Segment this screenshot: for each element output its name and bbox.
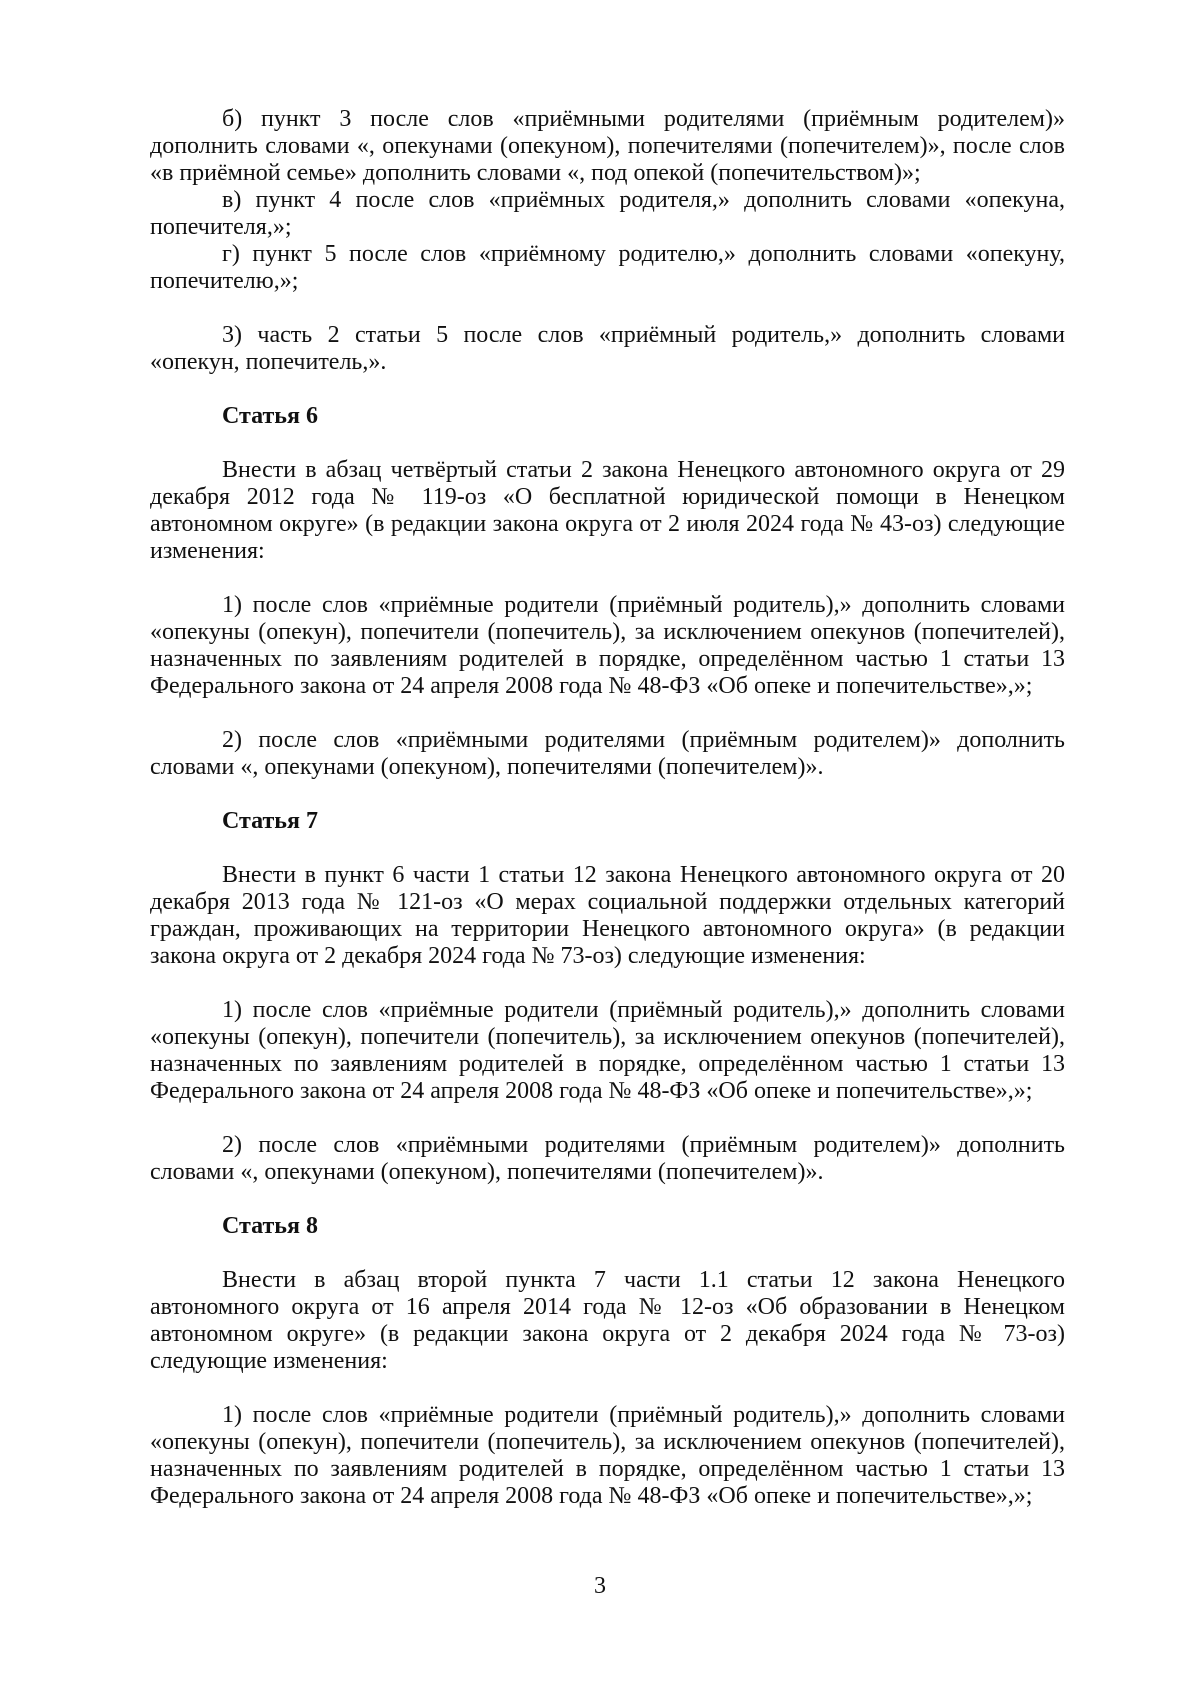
spacer xyxy=(150,565,1065,592)
spacer xyxy=(150,1240,1065,1267)
spacer xyxy=(150,376,1065,403)
paragraph: Внести в абзац четвёртый статьи 2 закона Ненецкого автономного округа от 29 декабря 2012 года № 119-оз «О бесплатной юридической помощи в Ненецком автономном округе» (в редакции закона округа от 2 июля 2024 года № 43-оз) следующие изменения: xyxy=(150,457,1065,564)
paragraph: 1) после слов «приёмные родители (приёмный родитель),» дополнить словами «опекуны (опекун), попечители (попечитель), за исключением опекунов (попечителей), назначенных по заявлениям родителей в порядке, определённом частью 1 статьи 13 Федерального закона от 24 апреля 2008 года № 48-ФЗ «Об опеке и попечительстве»,»; xyxy=(150,592,1065,699)
article-heading: Статья 7 xyxy=(222,808,318,834)
article-heading: Статья 6 xyxy=(222,403,318,429)
article-heading: Статья 8 xyxy=(222,1213,318,1239)
paragraph: б) пункт 3 после слов «приёмными родителями (приёмным родителем)» дополнить словами «, опекунами (опекуном), попечителями (попечителем)», после слов «в приёмной семье» дополнить словами «, под опекой (попечительством)»; xyxy=(150,106,1065,186)
spacer xyxy=(150,700,1065,727)
page-number: 3 xyxy=(594,1573,606,1599)
paragraph: в) пункт 4 после слов «приёмных родителя,» дополнить словами «опекуна, попечителя,»; xyxy=(150,187,1065,240)
spacer xyxy=(150,970,1065,997)
spacer xyxy=(150,835,1065,862)
spacer xyxy=(150,295,1065,322)
paragraph: 3) часть 2 статьи 5 после слов «приёмный родитель,» дополнить словами «опекун, попечитель,». xyxy=(150,322,1065,375)
paragraph: 2) после слов «приёмными родителями (приёмным родителем)» дополнить словами «, опекунами (опекуном), попечителями (попечителем)». xyxy=(150,1132,1065,1185)
paragraph: 1) после слов «приёмные родители (приёмный родитель),» дополнить словами «опекуны (опекун), попечители (попечитель), за исключением опекунов (попечителей), назначенных по заявлениям родителей в порядке, определённом частью 1 статьи 13 Федерального закона от 24 апреля 2008 года № 48-ФЗ «Об опеке и попечительстве»,»; xyxy=(150,1402,1065,1509)
document-page xyxy=(150,106,1065,1510)
paragraph: 2) после слов «приёмными родителями (приёмным родителем)» дополнить словами «, опекунами (опекуном), попечителями (попечителем)». xyxy=(150,727,1065,780)
spacer xyxy=(150,781,1065,808)
spacer xyxy=(150,430,1065,457)
spacer xyxy=(150,1375,1065,1402)
spacer xyxy=(150,1186,1065,1213)
paragraph: Внести в пункт 6 части 1 статьи 12 закона Ненецкого автономного округа от 20 декабря 2013 года № 121-оз «О мерах социальной поддержки отдельных категорий граждан, проживающих на территории Ненецкого автономного округа» (в редакции закона округа от 2 декабря 2024 года № 73-оз) следующие изменения: xyxy=(150,862,1065,969)
spacer xyxy=(150,1105,1065,1132)
paragraph: г) пункт 5 после слов «приёмному родителю,» дополнить словами «опекуну, попечителю,»; xyxy=(150,241,1065,294)
paragraph: Внести в абзац второй пункта 7 части 1.1 статьи 12 закона Ненецкого автономного округа от 16 апреля 2014 года № 12-оз «Об образовании в Ненецком автономном округе» (в редакции закона округа от 2 декабря 2024 года № 73-оз) следующие изменения: xyxy=(150,1267,1065,1374)
paragraph: 1) после слов «приёмные родители (приёмный родитель),» дополнить словами «опекуны (опекун), попечители (попечитель), за исключением опекунов (попечителей), назначенных по заявлениям родителей в порядке, определённом частью 1 статьи 13 Федерального закона от 24 апреля 2008 года № 48-ФЗ «Об опеке и попечительстве»,»; xyxy=(150,997,1065,1104)
